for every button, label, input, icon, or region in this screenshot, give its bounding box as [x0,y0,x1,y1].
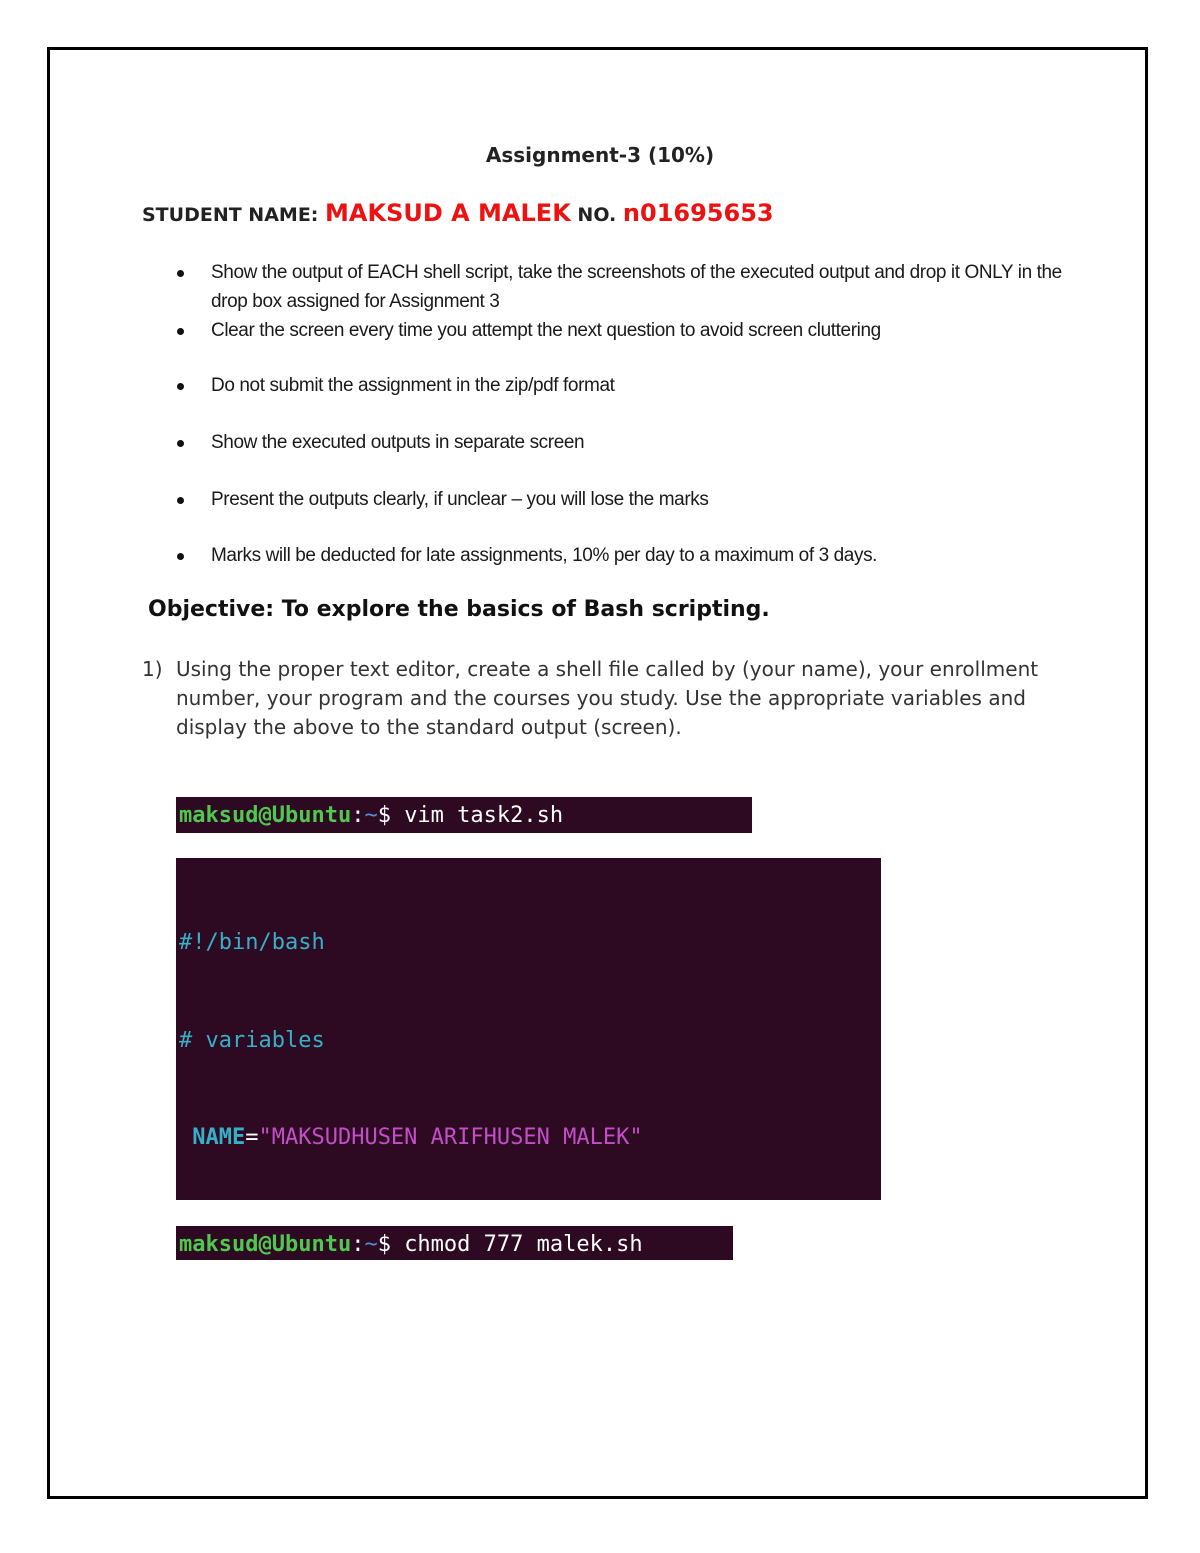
student-number-label: NO. [577,204,617,226]
command-text: vim task2.sh [404,803,564,828]
document-title: Assignment-3 (10%) [485,143,715,167]
student-number-value: n01695653 [622,199,774,227]
code-comment: # variables [179,1027,325,1053]
instruction-item: Present the outputs clearly, if unclear – you will lose the marks [211,485,1091,514]
prompt-path: ~ [364,1232,378,1257]
terminal-command-chmod [176,1226,733,1260]
prompt-user: maksud@Ubuntu [179,803,352,828]
code-shebang: #!/bin/bash [179,930,325,955]
prompt-user: maksud@Ubuntu [179,1232,352,1257]
prompt-colon: : [351,1232,365,1257]
command-text: chmod 777 malek.sh [404,1232,643,1257]
prompt-dollar: $ [377,803,405,828]
question-number: 1) [142,657,163,681]
student-info [142,199,774,227]
prompt-colon: : [351,803,365,828]
student-name-label: STUDENT NAME: [142,204,319,226]
objective-heading: Objective: To explore the basics of Bash scripting. [148,597,770,622]
instruction-item: Clear the screen every time you attempt the next question to avoid screen cluttering [211,316,1091,345]
script-editor [176,858,881,1200]
terminal-command-vim [176,797,752,833]
instruction-item: Marks will be deducted for late assignments, 10% per day to a maximum of 3 days. [211,541,1091,570]
prompt-dollar: $ [377,1232,405,1257]
instruction-item: Show the output of EACH shell script, take the screenshots of the executed output and drop it ONLY in the drop box assigned for Assignment 3 [211,258,1091,316]
instruction-item: Do not submit the assignment in the zip/pdf format [211,371,1091,400]
student-name-value: MAKSUD A MALEK [325,199,571,227]
question-1 [142,655,1062,742]
question-text: Using the proper text editor, create a shell file called by (your name), your enrollment number, your program and the courses you study. Use the appropriate variables and display the above to the standard output (screen). [176,657,1039,739]
code-line: NAME="MAKSUDHUSEN ARIFHUSEN MALEK" [192,1125,643,1150]
prompt-path: ~ [364,803,378,828]
instruction-item: Show the executed outputs in separate screen [211,428,1091,457]
